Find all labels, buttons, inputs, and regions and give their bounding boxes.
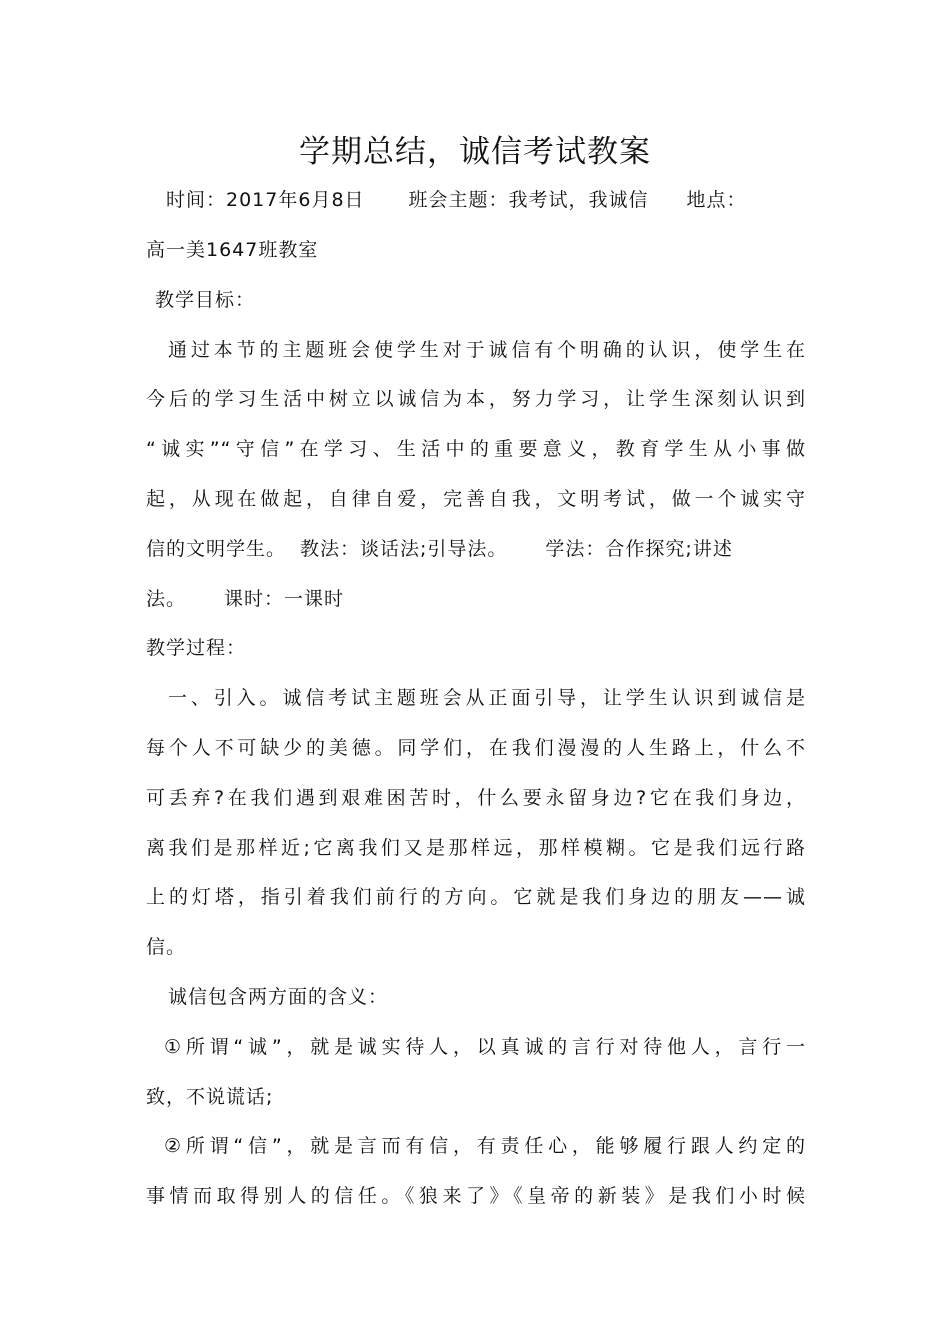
objective-line: 今后的学习生活中树立以诚信为本，努力学习，让学生深刻认识到 <box>146 388 806 410</box>
meaning-line: 致，不说谎话; <box>146 1086 274 1108</box>
meta-theme: 班会主题：我考试，我诚信 <box>408 189 649 211</box>
intro-line: 每个人不可缺少的美德。同学们，在我们漫漫的人生路上，什么不 <box>146 737 806 759</box>
meta-place-label: 地点： <box>686 189 747 211</box>
meta-place-value: 高一美1647班教室 <box>146 239 319 261</box>
intro-line: 可丢弃?在我们遇到艰难困苦时，什么要永留身边?它在我们身边， <box>146 787 806 809</box>
objective-text: 信的文明学生。 <box>146 538 287 560</box>
objective-text: 法。 <box>146 588 187 610</box>
study-method: 学法：合作探究;讲述 <box>545 538 733 560</box>
meaning-line: 事情而取得别人的信任。《狼来了》《皇帝的新装》是我们小时候 <box>146 1185 806 1207</box>
objective-line: 起，从现在做起，自律自爱，完善自我，文明考试，做一个诚实守 <box>146 488 806 510</box>
meta-time: 时间：2017年6月8日 <box>166 189 365 211</box>
meaning-heading: 诚信包含两方面的含义： <box>168 986 389 1008</box>
intro-line: 离我们是那样近;它离我们又是那样远，那样模糊。它是我们远行路 <box>146 837 806 859</box>
intro-line: 信。 <box>146 936 187 958</box>
intro-line: 上的灯塔，指引着我们前行的方向。它就是我们身边的朋友——诚 <box>146 886 806 908</box>
objective-line <box>146 584 806 614</box>
meaning-line: ②所谓“信”，就是言而有信，有责任心，能够履行跟人约定的 <box>164 1135 806 1157</box>
meta-line <box>166 185 806 215</box>
objective-line: “诚实”“守信”在学习、生活中的重要意义，教育学生从小事做 <box>146 438 806 460</box>
objective-heading: 教学目标： <box>155 289 256 311</box>
objective-line: 通过本节的主题班会使学生对于诚信有个明确的认识，使学生在 <box>168 339 806 361</box>
process-heading: 教学过程： <box>146 637 247 659</box>
meaning-line: ①所谓“诚”，就是诚实待人，以真诚的言行对待他人，言行一 <box>164 1036 806 1058</box>
class-hours: 课时：一课时 <box>224 588 345 610</box>
objective-line <box>146 534 806 564</box>
teaching-method: 教法：谈话法;引导法。 <box>300 538 508 560</box>
intro-line: 一、引入。诚信考试主题班会从正面引导，让学生认识到诚信是 <box>168 687 806 709</box>
document-title: 学期总结，诚信考试教案 <box>299 134 651 170</box>
